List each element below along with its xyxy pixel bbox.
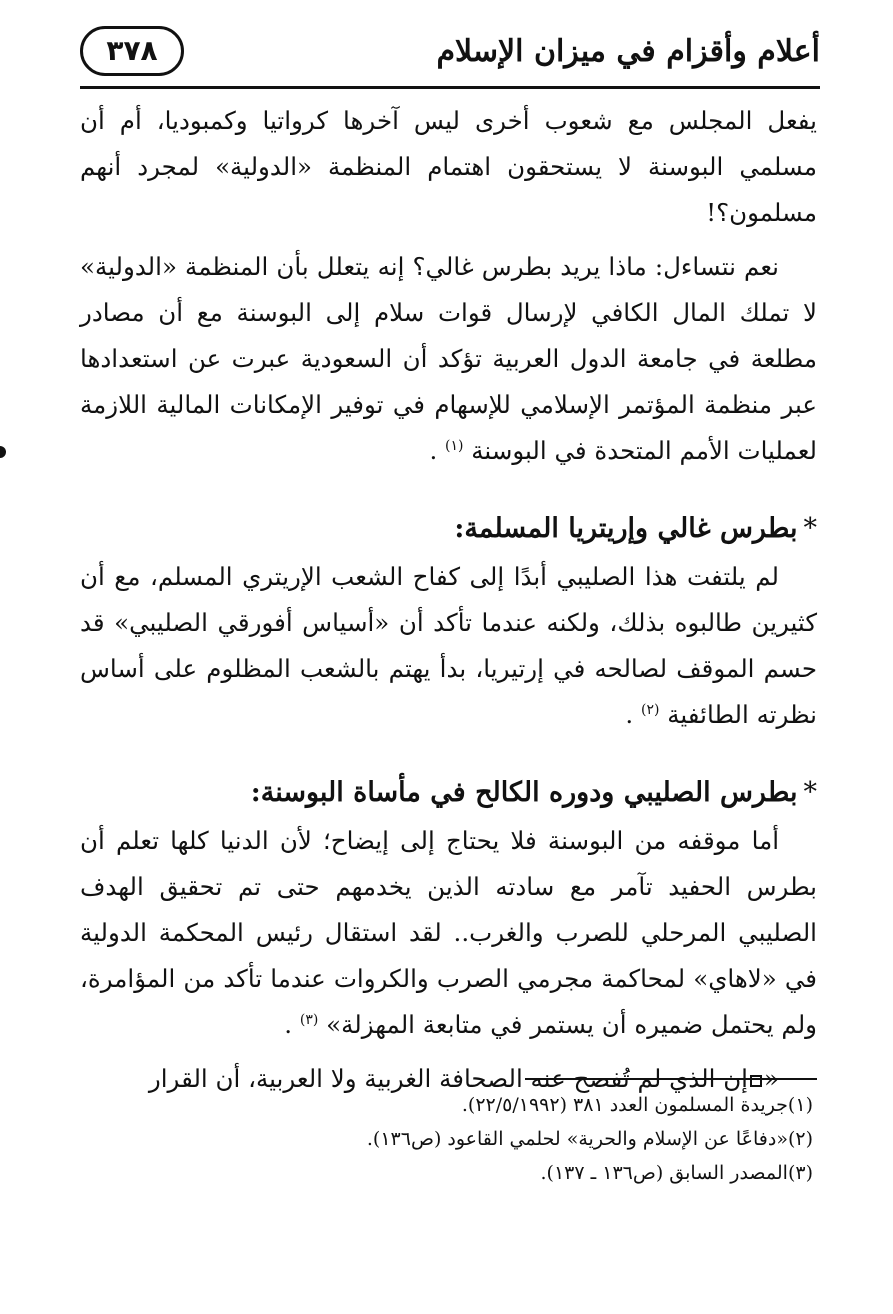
paragraph-4 <box>80 818 817 1048</box>
footnote-3: (٣)المصدر السابق (ص١٣٦ ـ ١٣٧). <box>540 1162 813 1184</box>
heading-star-icon: * <box>803 513 817 544</box>
footnote-1: (١)جريدة المسلمون العدد ٣٨١ (٢٢/٥/١٩٩٢). <box>461 1094 813 1116</box>
header-rule <box>80 86 820 89</box>
paragraph-3 <box>80 554 817 738</box>
paragraph-2 <box>80 244 817 474</box>
footnote-2: (٢)«دفاعًا عن الإسلام والحرية» لحلمي القاعود (ص١٣٦). <box>366 1128 813 1150</box>
section-heading-bosnia <box>80 768 817 818</box>
paragraph-2-text: نعم نتساءل: ماذا يريد بطرس غالي؟ إنه يتعلل بأن المنظمة «الدولية» لا تملك المال الكافي لإرسال قوات سلام إلى البوسنة مع أن مصادر مطلعة في جامعة الدول العربية تؤكد أن السعودية عبرت عن استعدادها عبر منظمة المؤتمر الإسلامي للإسهام في توفير الإمكانات المالية اللازمة لعمليات الأمم المتحدة في البوسنة <box>80 252 817 465</box>
section-heading-eritrea-text: بطرس غالي وإريتريا المسلمة: <box>454 513 798 544</box>
page-header <box>80 26 820 92</box>
paragraph-1 <box>80 98 817 236</box>
footnote-separator <box>525 1078 817 1080</box>
paragraph-4-end: . <box>284 1010 293 1039</box>
section-heading-bosnia-text: بطرس الصليبي ودوره الكالح في مأساة البوسنة: <box>250 777 798 808</box>
footnotes <box>80 1088 813 1190</box>
page-number-badge <box>80 26 184 76</box>
paragraph-3-text: لم يلتفت هذا الصليبي أبدًا إلى كفاح الشعب الإريتري المسلم، مع أن كثيرين طالبوه بذلك، ولكنه عندما تأكد أن «أسياس أفورقي الصليبي» قد حسم الموقف لصالحه في إرتيريا، بدأ يهتم بالشعب المظلوم على أساس نظرته الطائفية <box>80 562 817 729</box>
footnote-ref-2[interactable]: (٢) <box>640 701 660 718</box>
paragraph-1-text: يفعل المجلس مع شعوب أخرى ليس آخرها كرواتيا وكمبوديا، أم أن مسلمي البوسنة لا يستحقون اهتمام المنظمة «الدولية» لمجرد أنهم مسلمون؟! <box>80 106 817 227</box>
running-title: أعلام وأقزام في ميزان الإسلام <box>436 34 820 69</box>
heading-star-icon: * <box>803 777 817 808</box>
main-text <box>80 98 817 1102</box>
box-icon <box>750 1075 762 1087</box>
footnote-ref-3[interactable]: (٣) <box>299 1011 319 1028</box>
section-heading-eritrea <box>80 504 817 554</box>
margin-mark <box>0 446 6 458</box>
quote-open-mark: « <box>764 1064 779 1093</box>
paragraph-2-end: . <box>429 436 438 465</box>
paragraph-3-end: . <box>625 700 634 729</box>
footnote-ref-1[interactable]: (١) <box>445 437 464 454</box>
page-number: ٣٧٨ <box>106 34 158 67</box>
paragraph-4-text: أما موقفه من البوسنة فلا يحتاج إلى إيضاح؛ لأن الدنيا كلها تعلم أن بطرس الحفيد تآمر مع سادته الذين يخدمهم حتى تم تحقيق الهدف الصليبي المرحلي للصرب والغرب.. لقد استقال رئيس المحكمة الدولية في «لاهاي» لمحاكمة مجرمي الصرب والكروات عندما تأكد من المؤامرة، ولم يحتمل ضميره أن يستمر في متابعة المهزلة» <box>80 826 817 1039</box>
paragraph-5-text: إن الذي لم تُفصح عنه الصحافة الغربية ولا العربية، أن القرار <box>148 1064 748 1093</box>
